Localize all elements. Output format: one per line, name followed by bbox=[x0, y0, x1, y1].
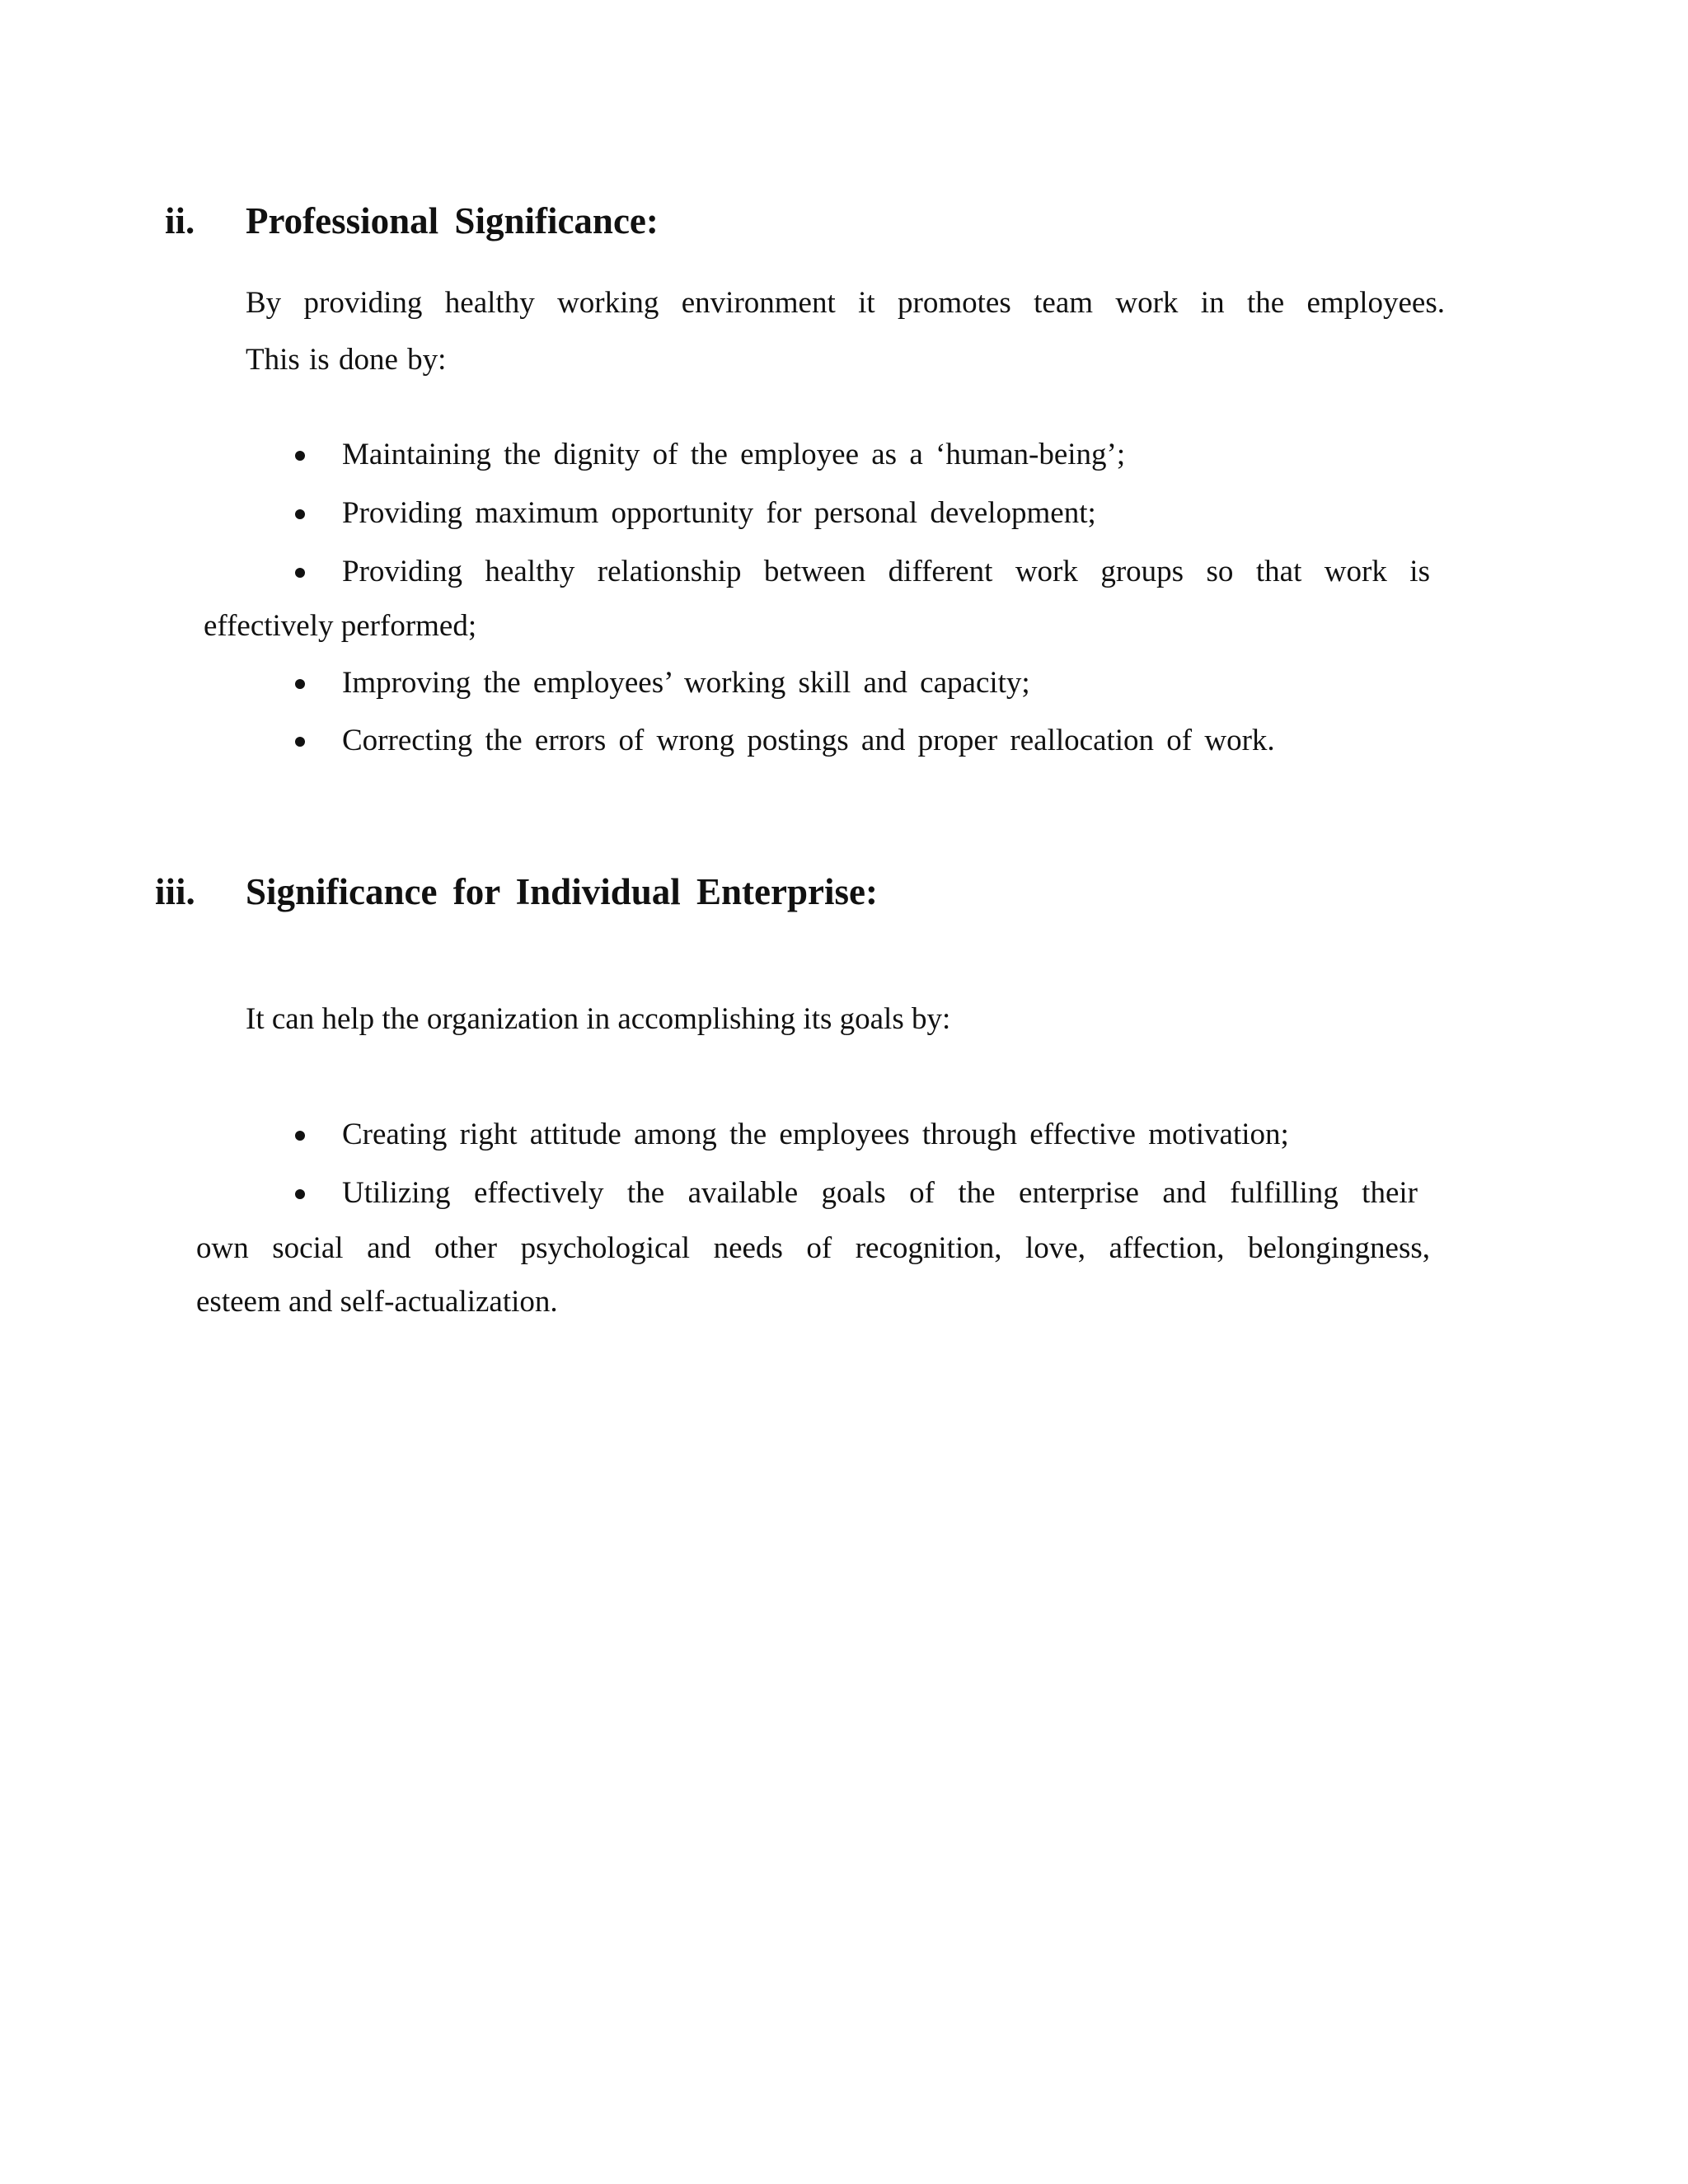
section-heading-professional bbox=[0, 198, 1688, 244]
list-item bbox=[0, 1114, 1688, 1155]
list-item-continuation: own social and other psychological needs of recognition, love, affection, belongingness, bbox=[196, 1231, 1430, 1265]
section-title: Professional Significance: bbox=[246, 200, 659, 241]
list-item-text: Creating right attitude among the employees through effective motivation; bbox=[342, 1118, 1289, 1151]
list-item-text: Providing healthy relationship between different work groups so that work is bbox=[342, 555, 1430, 588]
section-number: iii. bbox=[155, 871, 195, 912]
list-item-text: Utilizing effectively the available goals of the enterprise and fulfilling their bbox=[342, 1176, 1418, 1210]
section-heading-enterprise bbox=[0, 869, 1688, 915]
bullet-icon bbox=[295, 451, 305, 461]
section-title: Significance for Individual Enterprise: bbox=[246, 871, 878, 912]
section-number: ii. bbox=[165, 200, 195, 241]
list-item-text: Providing maximum opportunity for personal development; bbox=[342, 496, 1096, 530]
list-item-continuation: esteem and self-actualization. bbox=[196, 1285, 558, 1319]
intro-paragraph: It can help the organization in accomplishing its goals by: bbox=[246, 1002, 951, 1036]
bullet-icon bbox=[295, 509, 305, 519]
bullet-icon bbox=[295, 737, 305, 747]
bullet-icon bbox=[295, 568, 305, 578]
list-item bbox=[0, 493, 1688, 534]
list-item-text: Maintaining the dignity of the employee as a ‘human-being’; bbox=[342, 438, 1126, 471]
list-item-text: Correcting the errors of wrong postings and proper reallocation of work. bbox=[342, 724, 1275, 757]
list-item bbox=[0, 720, 1688, 762]
list-item bbox=[0, 663, 1688, 704]
bullet-icon bbox=[295, 1131, 305, 1141]
list-item-continuation: effectively performed; bbox=[204, 609, 477, 643]
intro-paragraph-line: By providing healthy working environment it promotes team work in the employees. bbox=[246, 286, 1445, 320]
bullet-icon bbox=[295, 1189, 305, 1199]
list-item-text: Improving the employees’ working skill and capacity; bbox=[342, 666, 1030, 700]
list-item bbox=[0, 551, 1688, 593]
intro-paragraph-line: This is done by: bbox=[246, 343, 447, 377]
list-item bbox=[0, 1173, 1688, 1214]
bullet-icon bbox=[295, 679, 305, 689]
list-item bbox=[0, 434, 1688, 476]
